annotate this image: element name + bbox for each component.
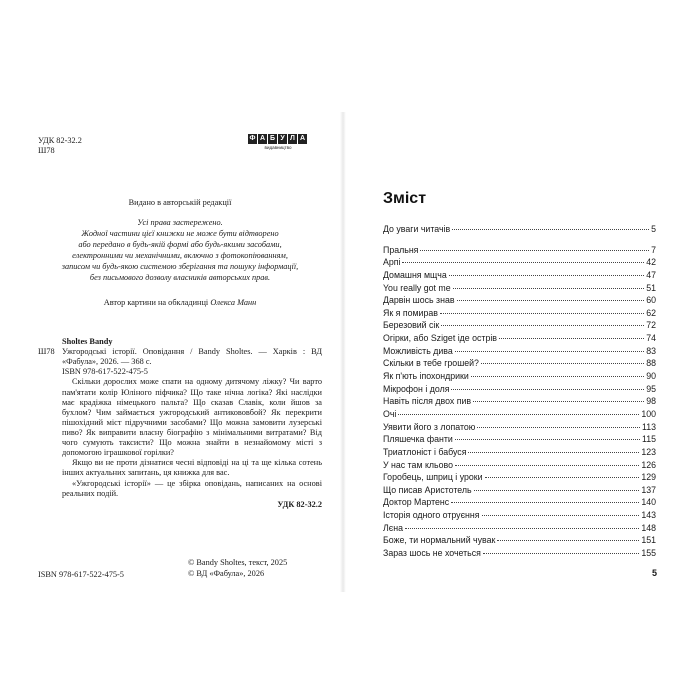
- toc-leader: [468, 452, 639, 453]
- toc-entry-page: 5: [651, 224, 656, 234]
- toc-entry: [383, 535, 656, 548]
- toc-entry-page: 88: [646, 358, 656, 369]
- toc-entry-page: 83: [646, 345, 656, 356]
- toc-leader: [485, 477, 640, 478]
- toc-entry-title: Триатлоніст і бабуся: [383, 446, 467, 457]
- toc-entry: [383, 396, 656, 409]
- logo-letter: Л: [288, 134, 297, 144]
- toc-entry: [383, 257, 656, 270]
- toc-entry: [383, 548, 656, 561]
- toc-leader: [471, 376, 644, 377]
- bib-isbn: ISBN 978-617-522-475-5: [62, 367, 148, 377]
- copyright-author: © Bandy Sholtes, текст, 2025: [188, 558, 288, 567]
- book-gutter: [340, 112, 346, 592]
- toc-entry-page: 90: [646, 371, 656, 382]
- toc-leader: [452, 229, 649, 230]
- toc-entry: [383, 308, 656, 321]
- toc-leader: [455, 351, 644, 352]
- toc-entry-page: 100: [641, 408, 656, 419]
- udk-bottom: УДК 82-32.2: [277, 499, 322, 509]
- toc-entry-page: 62: [646, 307, 656, 318]
- toc-entry-page: 151: [641, 535, 656, 546]
- bib-main-row: [38, 347, 322, 367]
- toc-entry-title: Дарвін шось знав: [383, 295, 455, 306]
- logo-letter: А: [259, 135, 266, 142]
- logo-letter: А: [299, 135, 306, 142]
- toc-entry-title: Скільки в тебе грошей?: [383, 358, 479, 369]
- toc-entry-page: 7: [651, 244, 656, 255]
- toc-entry-page: 95: [646, 383, 656, 394]
- toc-entry-title: Історія одного отруєння: [383, 510, 480, 521]
- copyright-publisher: © ВД «Фабула», 2026: [188, 568, 265, 578]
- rights-line: Жодної частини цієї книжки не може бути відтворено: [81, 228, 279, 238]
- toc-entry: [383, 245, 656, 258]
- toc-leader: [497, 540, 639, 541]
- toc-entry: [383, 371, 656, 384]
- toc-leader: [482, 515, 640, 516]
- toc-leader: [405, 528, 639, 529]
- toc-leader: [451, 389, 644, 390]
- table-of-contents: [383, 224, 656, 561]
- toc-entry-page: 143: [641, 510, 656, 521]
- logo-letter: Ф: [249, 135, 256, 142]
- logo-subtitle: видавництво: [264, 145, 292, 150]
- publisher-logo: [248, 134, 322, 152]
- cover-credit: [38, 298, 322, 308]
- toc-entry-page: 115: [641, 434, 656, 445]
- rights-notice: [38, 218, 322, 284]
- toc-title: Зміст: [383, 190, 427, 207]
- toc-leader: [398, 414, 639, 415]
- toc-entry-title: Боже, ти нормальний чувак: [383, 535, 496, 546]
- toc-entry-title: У нас там кльово: [383, 459, 453, 470]
- toc-leader: [451, 502, 639, 503]
- toc-entry-page: 74: [646, 333, 656, 344]
- logo-letter: Б: [269, 135, 276, 142]
- toc-entry-page: 60: [646, 295, 656, 306]
- rights-line: або передано в будь-якій формі або будь-якими засобами,: [78, 239, 282, 249]
- toc-entry-page: 98: [646, 396, 656, 407]
- toc-list: [383, 245, 656, 561]
- toc-entry: [383, 346, 656, 359]
- toc-entry-title: Уявити його з лопатою: [383, 421, 476, 432]
- toc-entry-title: Навіть після двох пив: [383, 396, 472, 407]
- toc-entry-title: Очі: [383, 408, 397, 419]
- toc-entry-title: Мікрофон і доля: [383, 383, 450, 394]
- toc-entry-page: 137: [641, 484, 656, 495]
- toc-entry-page: 47: [646, 269, 656, 280]
- udk-header: [38, 136, 82, 157]
- toc-entry-title: Зараз шось не хочеться: [383, 548, 481, 559]
- edition-note: Видано в авторській редакції: [128, 198, 232, 207]
- toc-entry-title: Лєна: [383, 522, 404, 533]
- bib-author: Sholtes Bandy: [62, 337, 113, 346]
- toc-entry-title: Березовий сік: [383, 320, 440, 331]
- logo-letter: У: [278, 134, 287, 144]
- toc-leader: [474, 490, 640, 491]
- toc-entry: [383, 295, 656, 308]
- toc-entry-title: Огірки, або Sziget іде острів: [383, 333, 497, 344]
- toc-leader: [483, 553, 639, 554]
- logo-letters: [248, 134, 322, 144]
- toc-entry: [383, 384, 656, 397]
- toc-leader: [499, 338, 644, 339]
- toc-entry: [383, 460, 656, 473]
- toc-entry-page: 123: [641, 446, 656, 457]
- rights-line: електронними чи механічними, включно з фотокопіюванням,: [72, 250, 288, 260]
- toc-entry-page: 155: [641, 548, 656, 559]
- toc-leader: [402, 262, 644, 263]
- toc-entry: [383, 358, 656, 371]
- isbn-footer: ISBN 978-617-522-475-5: [38, 570, 124, 579]
- toc-entry-title: До уваги читачів: [383, 224, 451, 234]
- toc-leader: [457, 300, 645, 301]
- toc-entry: [383, 472, 656, 485]
- toc-spacer: [383, 237, 656, 245]
- toc-entry-page: 129: [641, 472, 656, 483]
- toc-entry-title: Пляшечка фанти: [383, 434, 453, 445]
- toc-entry-page: 42: [646, 257, 656, 268]
- toc-entry: [383, 422, 656, 435]
- bibliographic-record: [38, 337, 322, 510]
- toc-entry-title: Що писав Аристотель: [383, 484, 472, 495]
- toc-entry: [383, 447, 656, 460]
- toc-entry-page: 140: [641, 497, 656, 508]
- toc-entry: [383, 497, 656, 510]
- bib-annotation-1: Скільки дорослих може спати на одному дитячому ліжку? Чи варто пам'ятати колір Юліного піфчика? Що таке нічна логіка? Які наслідки має крадіжка німецького пальта? Що сказав Славік, коли йшов за бухлом? Чим займається ужгородський антикововбой? Як перекрити пішохідний міст підручними засобами? Що можна замовити лузерські пиво? Як виправити власну біографію з мінімальними витратами? Від чого сумують таксисти? Що можна знайти в незнайомому місті з допомогою іграшкової горілки?: [62, 377, 322, 458]
- copyright-block: [188, 558, 287, 580]
- toc-entry: [383, 485, 656, 498]
- toc-entry: [383, 224, 656, 237]
- cover-artist: Олекса Манн: [210, 298, 257, 307]
- toc-leader: [420, 250, 649, 251]
- toc-entry-page: 51: [646, 282, 656, 293]
- toc-entry: [383, 333, 656, 346]
- toc-entry-page: 126: [641, 459, 656, 470]
- toc-entry-title: Доктор Мартенс: [383, 497, 450, 508]
- toc-leader: [440, 313, 644, 314]
- rights-line: без письмового дозволу власників авторських прав.: [89, 272, 271, 282]
- toc-entry: [383, 320, 656, 333]
- toc-entry: [383, 510, 656, 523]
- toc-leader: [455, 465, 639, 466]
- toc-leader: [455, 439, 640, 440]
- toc-entry-title: Можливість дива: [383, 345, 453, 356]
- author-sign-code: Ш78: [38, 146, 55, 156]
- toc-leader: [453, 288, 645, 289]
- toc-entry-page: 113: [641, 421, 656, 432]
- toc-leader: [481, 363, 644, 364]
- toc-entry: [383, 270, 656, 283]
- bib-annotation-3: «Ужгородські історії» — це збірка оповідань, написаних на основі реальних подій.: [62, 478, 322, 498]
- toc-entry-title: Як я помирав: [383, 307, 438, 318]
- toc-entry-title: Пральня: [383, 244, 419, 255]
- udk-code: УДК 82-32.2: [38, 136, 82, 145]
- toc-leader: [473, 401, 644, 402]
- bib-code: Ш78: [38, 347, 55, 357]
- toc-entry-title: Арпі: [383, 257, 401, 268]
- toc-entry-title: Горобець, шприц і уроки: [383, 472, 483, 483]
- toc-entry-title: Як п'ють іпохондрики: [383, 371, 469, 382]
- toc-leader: [477, 427, 640, 428]
- rights-line: Усі права застережено.: [137, 218, 223, 227]
- toc-leader: [449, 275, 644, 276]
- page-number: 5: [652, 568, 658, 578]
- toc-entry: [383, 434, 656, 447]
- rights-line: записом чи будь-якою системою зберігання та пошуку інформації,: [61, 261, 299, 271]
- toc-entry: [383, 409, 656, 422]
- toc-entry: [383, 523, 656, 536]
- bib-annotation-2: Якщо ви не проти дізнатися чесні відповіді на ці та ще кілька сотень інших актуальних запитань, ця книжка для вас.: [62, 458, 322, 478]
- bib-main: Ужгородські історії. Оповідання / Bandy Sholtes. — Харків : ВД «Фабула», 2026. — 368 с.: [62, 347, 322, 367]
- toc-entry-title: You really got me: [383, 282, 451, 293]
- toc-entry-title: Домашня мщча: [383, 269, 447, 280]
- toc-entry: [383, 283, 656, 296]
- toc-entry-page: 72: [646, 320, 656, 331]
- cover-credit-label: Автор картини на обкладинці: [103, 298, 209, 307]
- toc-leader: [441, 325, 644, 326]
- toc-entry-page: 148: [641, 522, 656, 533]
